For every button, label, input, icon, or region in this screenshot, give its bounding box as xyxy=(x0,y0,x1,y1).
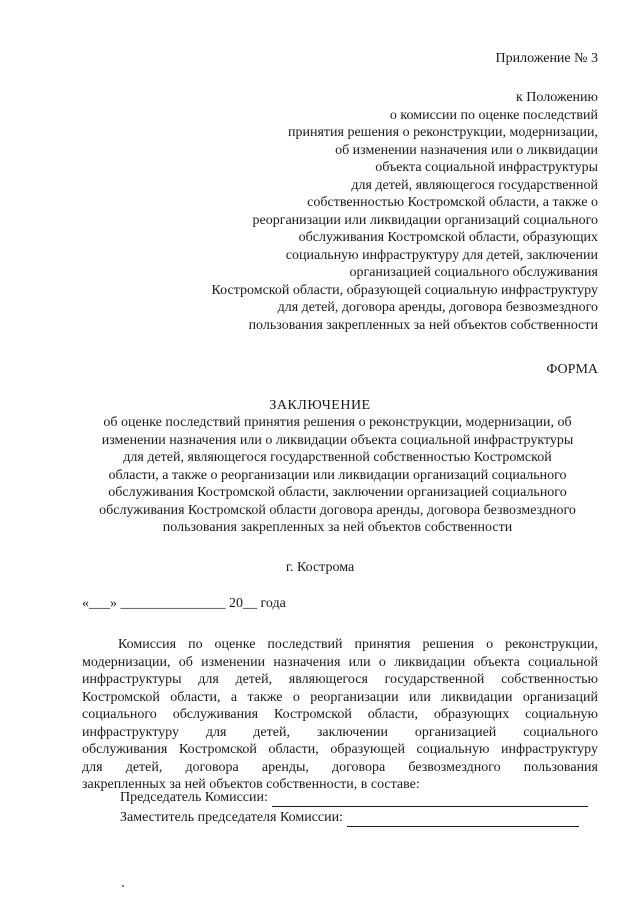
regulation-line: об изменении назначения или о ликвидации xyxy=(335,142,598,158)
regulation-line: пользования закрепленных за ней объектов собственности xyxy=(248,317,598,333)
subtitle-line: пользования закрепленных за ней объектов собственности xyxy=(162,520,513,535)
chairman-blank-line[interactable] xyxy=(272,792,588,807)
regulation-line: для детей, являющегося государственной xyxy=(351,177,598,193)
body-line: социального обслуживания Костромской области, образующих социальную xyxy=(82,707,598,722)
body-line: обслуживания Костромской области, образующей социальную инфраструктуру xyxy=(82,742,598,757)
regulation-line: принятия решения о реконструкции, модернизации, xyxy=(288,125,598,140)
regulation-line: реорганизации или ликвидации организаций социального xyxy=(252,212,598,228)
subtitle-line: области, а также о реорганизации или ликвидации организаций социального xyxy=(108,467,567,483)
deputy-label: Заместитель председателя Комиссии: xyxy=(120,810,343,825)
deputy-blank-line[interactable] xyxy=(347,812,579,827)
body-line: инфраструктуру для детей, заключении организацией социального xyxy=(82,724,598,740)
regulation-line: обслуживания Костромской области, образующих xyxy=(298,230,598,245)
body-line: Костромской области, а также о реорганизации или ликвидации организаций xyxy=(82,689,598,705)
subtitle-line: для детей, являющегося государственной собственностью Костромской xyxy=(123,450,552,465)
regulation-line: собственностью Костромской области, а также о xyxy=(307,195,598,210)
regulation-line: о комиссии по оценке последствий xyxy=(389,107,598,123)
subtitle-line: обслуживания Костромской области, заключении организацией социального xyxy=(108,485,567,500)
subtitle-line: обслуживания Костромской области договора аренды, договора безвозмездного xyxy=(99,502,576,518)
document-subtitle xyxy=(70,414,605,537)
body-line: Комиссия по оценке последствий принятия решения о реконструкции, xyxy=(118,637,598,652)
subtitle-line: об оценке последствий принятия решения о реконструкции, модернизации, об xyxy=(103,415,572,430)
appendix-number: Приложение № 3 xyxy=(495,51,598,66)
regulation-line: к Положению xyxy=(515,90,598,105)
body-line: закрепленных за ней объектов собственности, в составе: xyxy=(82,777,420,792)
city-name: г. Кострома xyxy=(285,560,355,575)
regulation-line: организацией социального обслуживания xyxy=(349,265,598,280)
date-line: «___» _______________ 20__ года xyxy=(82,596,286,611)
deputy-row xyxy=(120,809,579,827)
body-paragraph xyxy=(82,636,598,794)
body-line: модернизации, об изменении назначения или о ликвидации объекта социальной xyxy=(82,654,598,670)
regulation-line: для детей, договора аренды, договора безвозмездного xyxy=(277,300,598,315)
body-line: инфраструктуры для детей, являющегося государственной собственностью xyxy=(82,672,598,687)
body-line: для детей, договора аренды, договора безвозмездного пользования xyxy=(82,759,598,775)
regulation-line: объекта социальной инфраструктуры xyxy=(375,160,598,175)
regulation-line: Костромской области, образующей социальную инфраструктуру xyxy=(211,282,598,298)
chairman-label: Председатель Комиссии: xyxy=(120,790,268,805)
regulation-reference xyxy=(128,89,598,334)
scan-speck xyxy=(122,885,124,887)
subtitle-line: изменении назначения или о ликвидации объекта социальной инфраструктуры xyxy=(101,432,574,448)
form-label: ФОРМА xyxy=(546,362,598,377)
document-title: ЗАКЛЮЧЕНИЕ xyxy=(269,398,371,413)
chairman-row xyxy=(120,789,588,807)
regulation-line: социальную инфраструктуру для детей, заключении xyxy=(285,247,598,263)
